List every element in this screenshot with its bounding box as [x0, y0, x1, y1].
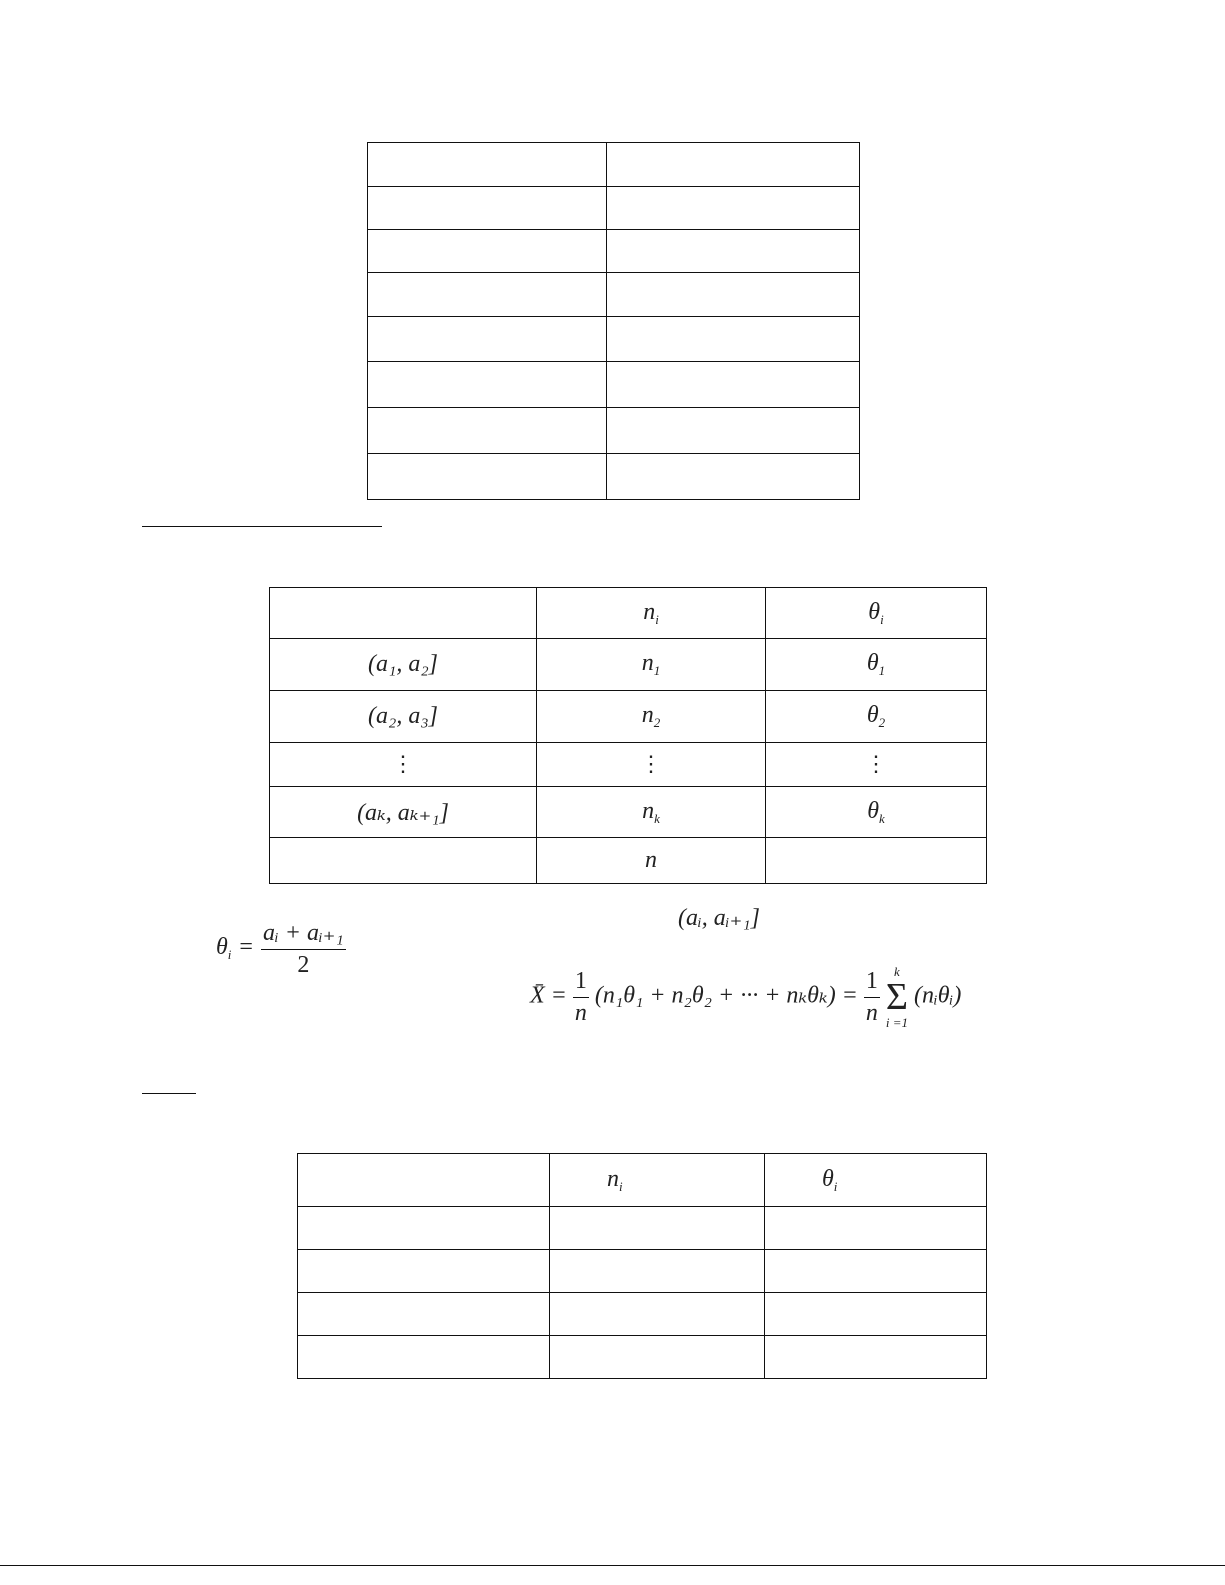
underline-rule — [142, 526, 382, 527]
midpoint-formula: $\theta_i$ = $\frac{\text{aᵢ + aᵢ₊₁}}{2}$ — [216, 920, 344, 978]
table-cell — [368, 362, 607, 408]
table-row — [298, 1250, 987, 1293]
table-cell — [550, 1336, 765, 1379]
midpoint-cell: $\theta_2$ — [766, 691, 987, 743]
total-empty-cell — [766, 838, 987, 884]
header-cell-frequency: $n_i$ — [550, 1154, 765, 1207]
fraction-numerator: aᵢ + aᵢ₊₁ — [261, 918, 346, 950]
table-cell — [550, 1207, 765, 1250]
total-label-cell — [270, 838, 537, 884]
table-cell — [298, 1250, 550, 1293]
table-1 — [367, 142, 860, 500]
midpoint-fraction — [261, 918, 346, 979]
header-cell-midpoint: $\theta_i$ — [765, 1154, 987, 1207]
table-cell — [368, 143, 607, 187]
mean-formula — [530, 965, 961, 1029]
table-cell — [607, 143, 860, 187]
fraction-denominator: 2 — [297, 952, 310, 978]
one-over-n-fraction: $\frac{1}{n}$ — [574, 967, 587, 1026]
table-cell — [607, 454, 860, 500]
frequency-cell: $n_1$ — [537, 639, 766, 691]
summation-term: (nᵢθᵢ) — [914, 982, 962, 1009]
table-row — [298, 1293, 987, 1336]
table-row — [368, 408, 860, 454]
table-row — [368, 230, 860, 273]
table-cell — [368, 187, 607, 230]
header-cell-frequency: $n_i$ — [537, 588, 766, 639]
table-row — [368, 317, 860, 362]
table-cell — [607, 273, 860, 317]
table-cell — [368, 454, 607, 500]
table-total-row — [270, 838, 987, 884]
table-cell — [368, 230, 607, 273]
ellipsis-cell: ⋮ — [270, 743, 537, 787]
table-cell — [765, 1336, 987, 1379]
interval-cell: (aₖ, aₖ₊₁] — [270, 787, 537, 838]
table-cell — [298, 1293, 550, 1336]
table-cell — [607, 230, 860, 273]
table-cell — [550, 1250, 765, 1293]
expanded-sum: (n₁θ₁ + n₂θ₂ + ··· + nₖθₖ) = — [594, 982, 858, 1009]
midpoint-cell: $\theta_k$ — [766, 787, 987, 838]
frequency-cell: $n_k$ — [537, 787, 766, 838]
table-3 — [297, 1153, 987, 1379]
ellipsis-cell: ⋮ — [537, 743, 766, 787]
table-row — [298, 1336, 987, 1379]
frequency-cell: $n_2$ — [537, 691, 766, 743]
header-cell — [298, 1154, 550, 1207]
table-header-row — [270, 588, 987, 639]
table-row — [270, 787, 987, 838]
interval-formula: (aᵢ, aᵢ₊₁] — [678, 905, 760, 931]
table-cell — [607, 362, 860, 408]
table-row — [368, 454, 860, 500]
theta-symbol: θ — [216, 934, 228, 961]
table-row — [368, 273, 860, 317]
table-cell — [298, 1207, 550, 1250]
table-row — [298, 1207, 987, 1250]
table-row — [368, 187, 860, 230]
table-cell — [765, 1293, 987, 1336]
mean-lhs: X̄ = — [530, 982, 567, 1009]
table-cell — [368, 408, 607, 454]
table-cell — [765, 1250, 987, 1293]
interval-cell: (a₁, a₂] — [270, 639, 537, 691]
table-cell — [368, 273, 607, 317]
total-frequency-cell: n — [537, 838, 766, 884]
table-cell — [298, 1336, 550, 1379]
table-cell — [368, 317, 607, 362]
table-row — [368, 143, 860, 187]
midpoint-cell: $\theta_1$ — [766, 639, 987, 691]
ellipsis-cell: ⋮ — [766, 743, 987, 787]
table-header-row — [298, 1154, 987, 1207]
table-cell — [607, 187, 860, 230]
table-row — [368, 362, 860, 408]
interval-cell: (a₂, a₃] — [270, 691, 537, 743]
header-cell-midpoint: $\theta_i$ — [766, 588, 987, 639]
table-cell — [550, 1293, 765, 1336]
table-cell — [607, 317, 860, 362]
header-cell-interval — [270, 588, 537, 639]
one-over-n-fraction-2: $\frac{1}{n}$ — [865, 967, 878, 1026]
table-row — [270, 691, 987, 743]
table-cell — [765, 1207, 987, 1250]
frequency-table — [269, 587, 987, 884]
underline-rule-short — [142, 1093, 196, 1094]
table-row — [270, 639, 987, 691]
page-bottom-rule — [0, 1565, 1225, 1566]
table-row — [270, 743, 987, 787]
summation-sign: k Σ i =1 — [885, 964, 909, 1030]
table-cell — [607, 408, 860, 454]
